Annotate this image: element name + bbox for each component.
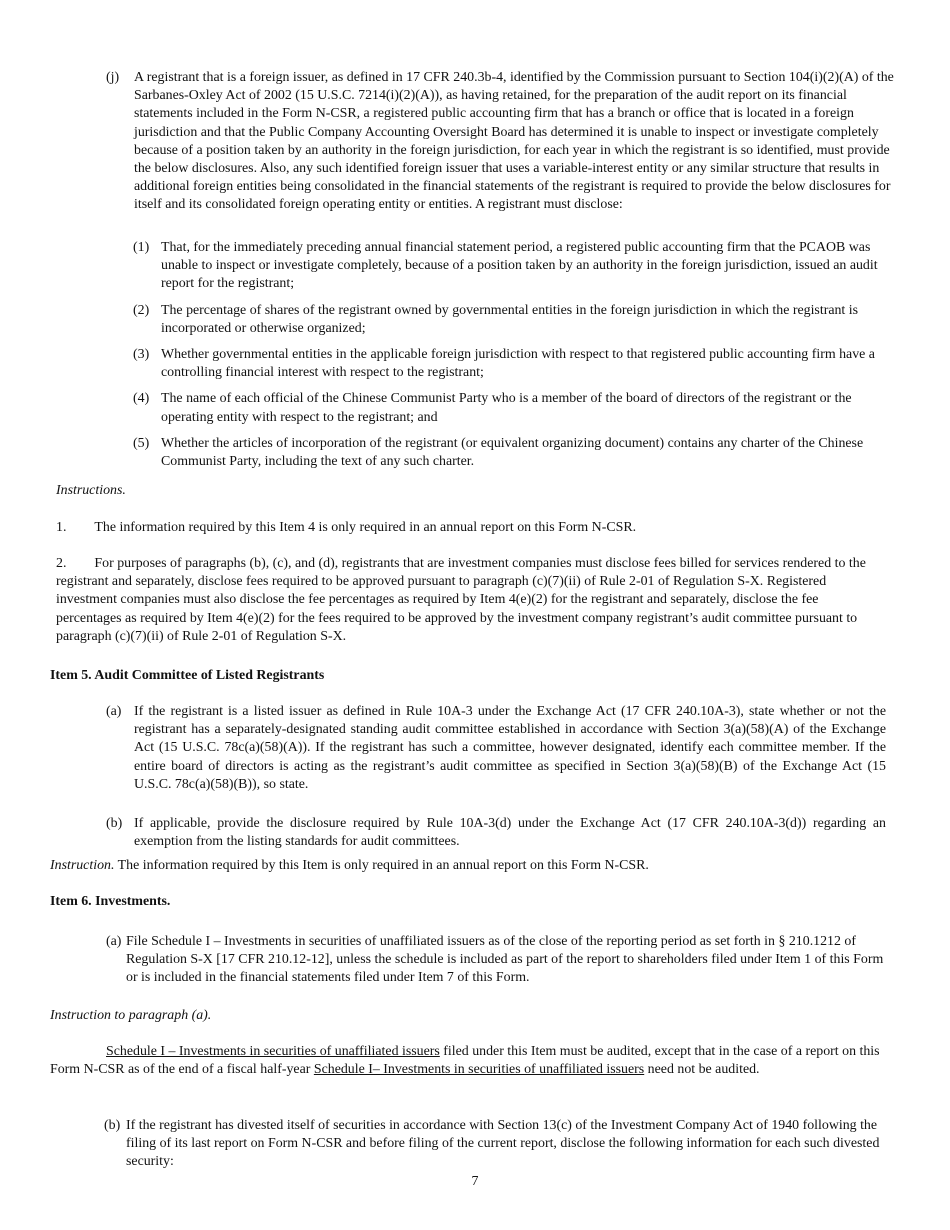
item-6-paragraph-b bbox=[104, 1117, 884, 1172]
instructions-heading: Instructions. bbox=[56, 483, 126, 498]
list-item-text: Whether governmental entities in the applicable foreign jurisdiction with respect to that registered public accounting firm have a controlling financial interest with respect to the registrant; bbox=[161, 347, 875, 381]
instruction-paragraph-a-heading: Instruction to paragraph (a). bbox=[50, 1008, 212, 1023]
instruction-label: Instruction. bbox=[50, 858, 115, 873]
schedule-reference-1: Schedule I – Investments in securities of unaffiliated issuers bbox=[106, 1044, 440, 1059]
item-5-paragraph-a bbox=[106, 703, 886, 794]
instruction-number: 1. bbox=[56, 520, 67, 535]
paragraph-label: (a) bbox=[106, 704, 122, 719]
item-5-instruction bbox=[50, 857, 910, 875]
paragraph-text: If applicable, provide the disclosure required by Rule 10A-3(d) under the Exchange Act (17 CFR 240.10A-3(d)) regarding an exemption from the listing standards for audit committees. bbox=[134, 816, 886, 850]
paragraph-text: If the registrant is a listed issuer as defined in Rule 10A-3 under the Exchange Act (17 CFR 240.10A-3), state whether or not the registrant has a separately-designated standing audit committee established in accordance with Section 3(a)(58)(A) of the Exchange Act (15 U.S.C. 78c(a)(58)(A)). If the registrant has such a committee, however designated, identify each committee member. If the entire board of directors is acting as the registrant’s audit committee as specified in Section 3(a)(58)(B) of the Exchange Act (15 U.S.C. 78c(a)(58)(B)), so state. bbox=[134, 704, 886, 792]
paragraph-j bbox=[106, 69, 902, 215]
paragraph-text: File Schedule I – Investments in securities of unaffiliated issuers as of the close of the reporting period as set forth in § 210.1212 of Regulation S-X [17 CFR 210.12-12], unless the schedule is included as part of the report to shareholders filed under Item 1 of this Form or is included in the financial statements filed under Item 7 of this Form. bbox=[126, 934, 884, 986]
list-item-label: (3) bbox=[133, 347, 150, 363]
schedule-instruction-text bbox=[50, 1043, 890, 1079]
list-item-3 bbox=[133, 346, 903, 382]
paragraph-j-label: (j) bbox=[106, 70, 120, 85]
list-item-2 bbox=[133, 302, 903, 338]
list-item-1 bbox=[133, 239, 903, 294]
instruction-text: For purposes of paragraphs (b), (c), and (d), registrants that are investment companies must disclose fees billed for services rendered to the registrant and separately, disclose fees required to be approved pursuant to paragraph (c)(7)(ii) of Rule 2-01 of Regulation S-X. Registered investment companies must also disclose the fee percentages as required by Item 4(e)(2) for the registrant and separately, disclose the fee percentages as required by Item 4(e)(2) for the fees required to be approved by the investment company registrant’s audit committee pursuant to paragraph (c)(7)(ii) of Rule 2-01 of Regulation S-X. bbox=[56, 556, 866, 644]
list-item-text: Whether the articles of incorporation of the registrant (or equivalent organizing document) contains any charter of the Chinese Communist Party, including the text of any such charter. bbox=[161, 435, 864, 470]
paragraph-label: (b) bbox=[106, 816, 123, 831]
list-item-label: (1) bbox=[133, 240, 150, 255]
schedule-reference-2: Schedule I– Investments in securities of unaffiliated issuers bbox=[313, 1062, 645, 1078]
item-5-heading: Item 5. Audit Committee of Listed Registrants bbox=[50, 668, 325, 683]
page-number: 7 bbox=[471, 1174, 479, 1189]
instruction-text: The information required by this Item 4 is only required in an annual report on this Form N-CSR. bbox=[94, 520, 637, 535]
paragraph-j-text: A registrant that is a foreign issuer, as defined in 17 CFR 240.3b-4, identified by the Commission pursuant to Section 104(i)(2)(A) of the Sarbanes-Oxley Act of 2002 (15 U.S.C. 7214(i)(2)(A)), as having retained, for the preparation of the audit report on its financial statements included in the Form N-CSR, a registered public accounting firm that has a branch or office that is located in a foreign jurisdiction and that the Public Company Accounting Oversight Board has determined it is unable to inspect or investigate completely because of a position taken by an authority in the foreign jurisdiction, for each year in which the registrant is so identified, must provide the below disclosures. Also, any such identified foreign issuer that uses a variable-interest entity or any similar structure that results in additional foreign entities being consolidated in the financial statements of the registrant is required to provide the below disclosures for itself and its consolidated foreign operating entity or entities. A registrant must disclose: bbox=[134, 70, 894, 213]
schedule-instruction-end: need not be audited. bbox=[644, 1062, 760, 1078]
item-5-paragraph-b bbox=[106, 815, 886, 851]
list-item-text: That, for the immediately preceding annual financial statement period, a registered public accounting firm that the PCAOB was unable to inspect or investigate completely, because of a position taken by an authority in the foreign jurisdiction, issued an audit report for the registrant; bbox=[161, 240, 878, 292]
paragraph-label: (b) bbox=[104, 1118, 121, 1133]
list-item-label: (5) bbox=[133, 435, 150, 451]
list-item-text: The name of each official of the Chinese Communist Party who is a member of the board of directors of the registrant or the operating entity with respect to the registrant; and bbox=[161, 391, 852, 425]
paragraph-text: If the registrant has divested itself of securities in accordance with Section 13(c) of the Investment Company Act of 1940 following the filing of its last report on Form N-CSR and before filing of the current report, disclose the following information for each such divested security: bbox=[126, 1118, 880, 1170]
instruction-text: The information required by this Item is only required in an annual report on this Form N-CSR. bbox=[114, 858, 649, 873]
instruction-2 bbox=[56, 555, 876, 646]
instruction-1 bbox=[56, 519, 906, 537]
paragraph-j-list bbox=[133, 239, 903, 471]
list-item-5 bbox=[133, 435, 903, 471]
list-item-label: (4) bbox=[133, 391, 150, 407]
item-6-heading: Item 6. Investments. bbox=[50, 894, 171, 909]
item-6-paragraph-a bbox=[106, 933, 896, 988]
list-item-label: (2) bbox=[133, 302, 150, 318]
list-item-text: The percentage of shares of the registrant owned by governmental entities in the foreign jurisdiction in which the registrant is incorporated or otherwise organized; bbox=[161, 302, 859, 336]
instruction-number: 2. bbox=[56, 556, 67, 571]
list-item-4 bbox=[133, 390, 903, 426]
paragraph-label: (a) bbox=[106, 934, 122, 949]
schedule-instruction-middle: filed under this Item must be audited, except that in the case of a report on this Form N-CSR as of the end of a fiscal half-year bbox=[50, 1044, 880, 1078]
